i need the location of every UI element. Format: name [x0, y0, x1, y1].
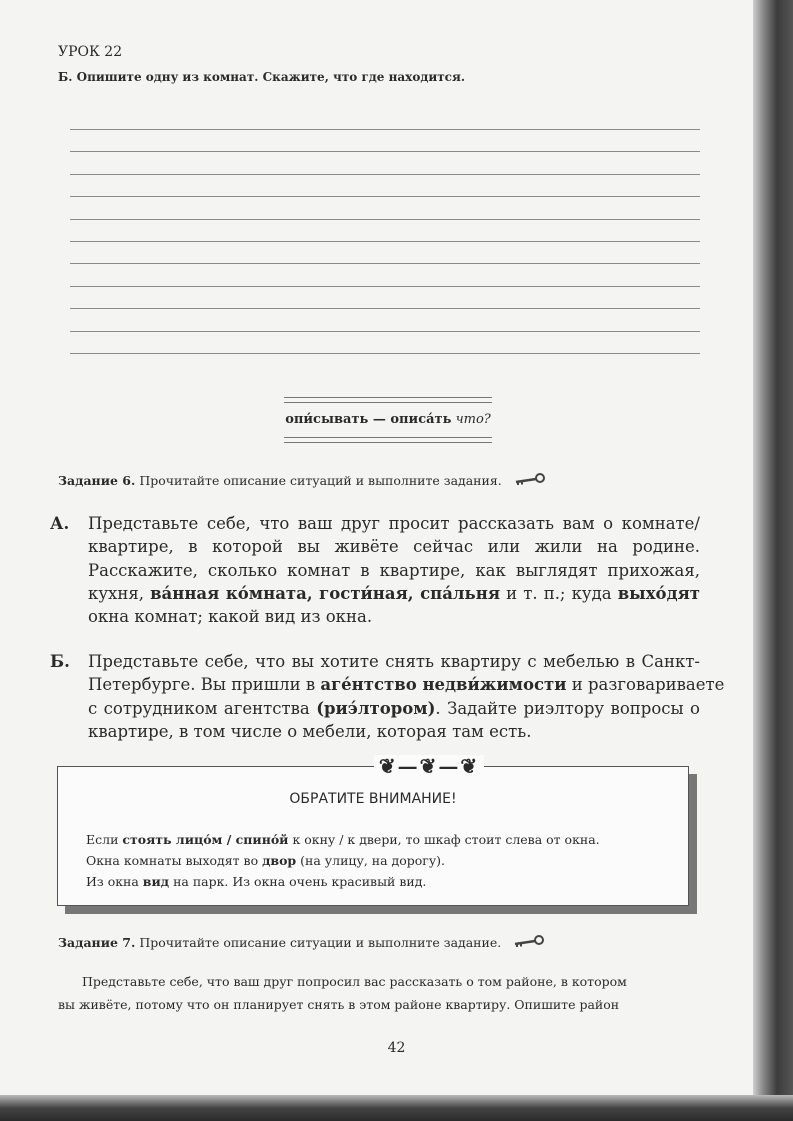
bold-term: вид [142, 874, 170, 889]
paragraph-a-label: А. [50, 514, 70, 533]
text-segment: и т. п.; куда [500, 583, 618, 603]
text-segment: . Задайте риэлтору вопросы о [435, 698, 700, 718]
double-rule-bottom [284, 437, 492, 443]
text-segment: квартире, в которой вы живёте сейчас или жили на родине. [88, 537, 700, 557]
text-segment: Если [86, 832, 123, 847]
task-7-line: Представьте себе, что ваш друг попросил вас рассказать о том районе, в котором [82, 974, 627, 989]
text-segment: Петербурге. Вы пришли в [88, 675, 321, 695]
writing-line [70, 151, 700, 152]
paragraph-b [50, 650, 725, 743]
text-segment: Представьте себе, что вы хотите снять квартиру с мебелью в Санкт- [88, 652, 700, 671]
writing-line [70, 286, 700, 287]
lesson-heading: УРОК 22 [58, 44, 123, 60]
verb-pair: опи́сывать — описа́ть [285, 412, 452, 427]
text-segment: квартире, в том числе о мебели, которая там есть. [88, 721, 532, 741]
ornament: ❦—❦—❦ [374, 755, 484, 777]
writing-line [70, 263, 700, 264]
writing-line [70, 219, 700, 220]
verb-box [284, 397, 492, 443]
paragraph-b-line [88, 720, 700, 743]
text-segment: на парк. Из окна очень красивый вид. [169, 874, 427, 889]
text-segment: кухня, [88, 583, 151, 603]
text-segment: Из окна [86, 874, 143, 889]
paragraph-a-line [88, 605, 700, 628]
page-number: 42 [387, 1040, 406, 1056]
writing-line [70, 174, 700, 175]
task-7-heading [58, 935, 545, 952]
bold-term: выхо́дят [617, 583, 700, 603]
writing-line [70, 196, 700, 197]
paragraph-b-line [88, 650, 700, 673]
attention-title: ОБРАТИТЕ ВНИМАНИЕ! [289, 791, 457, 807]
task-7-text: Прочитайте описание ситуации и выполните задание. [139, 935, 502, 950]
text-segment: Представьте себе, что ваш друг просит рассказать вам о комнате/ [88, 514, 700, 533]
text-segment: и разговариваете [566, 675, 725, 695]
attention-line [86, 871, 600, 892]
paragraph-b-line [88, 673, 725, 696]
bold-term: аге́нтство недви́жимости [320, 675, 567, 695]
writing-line [70, 331, 700, 332]
writing-line [70, 241, 700, 242]
bold-term: ва́нная ко́мната, гости́ная, спа́льня [150, 583, 501, 603]
paragraph-a-line [88, 582, 700, 605]
text-segment: с сотрудником агентства [88, 698, 317, 718]
writing-line [70, 353, 700, 354]
key-icon [513, 935, 545, 952]
book-binding-shadow [753, 0, 793, 1121]
paragraph-a-line [88, 535, 700, 558]
task-6-heading [58, 473, 546, 490]
task-6-text: Прочитайте описание ситуаций и выполните задания. [139, 473, 502, 488]
paragraph-a-line [88, 512, 700, 535]
paragraph-a-line [88, 559, 700, 582]
paragraph-a [50, 512, 700, 628]
task-7-body [58, 970, 700, 1016]
text-segment: Расскажите, сколько комнат в квартире, как выглядят прихожая, [88, 560, 700, 580]
task-b-prompt: Б. Опишите одну из комнат. Скажите, что где находится. [58, 70, 466, 84]
paragraph-b-line [88, 697, 700, 720]
writing-line [70, 308, 700, 309]
verb-question: что? [455, 412, 491, 427]
attention-box [57, 754, 689, 906]
text-segment: окна комнат; какой вид из окна. [88, 607, 373, 627]
bold-term: стоять лицо́м / спино́й [122, 832, 289, 847]
text-segment: (на улицу, на дорогу). [296, 853, 446, 868]
task-7-label: Задание 7. [58, 935, 136, 950]
attention-line [86, 829, 600, 850]
text-segment: к окну / к двери, то шкаф стоит слева от окна. [288, 832, 600, 847]
paragraph-b-label: Б. [50, 652, 70, 671]
task-7-line: вы живёте, потому что он планирует снять в этом районе квартиру. Опишите район [58, 997, 620, 1012]
task-6-label: Задание 6. [58, 473, 136, 488]
scan-edge-shadow [0, 1095, 793, 1121]
bold-term: двор [262, 853, 297, 868]
writing-line [70, 129, 700, 130]
attention-line [86, 850, 600, 871]
key-icon [514, 473, 546, 490]
text-segment: Окна комнаты выходят во [86, 853, 263, 868]
bold-term: (риэ́лтором) [316, 698, 436, 718]
